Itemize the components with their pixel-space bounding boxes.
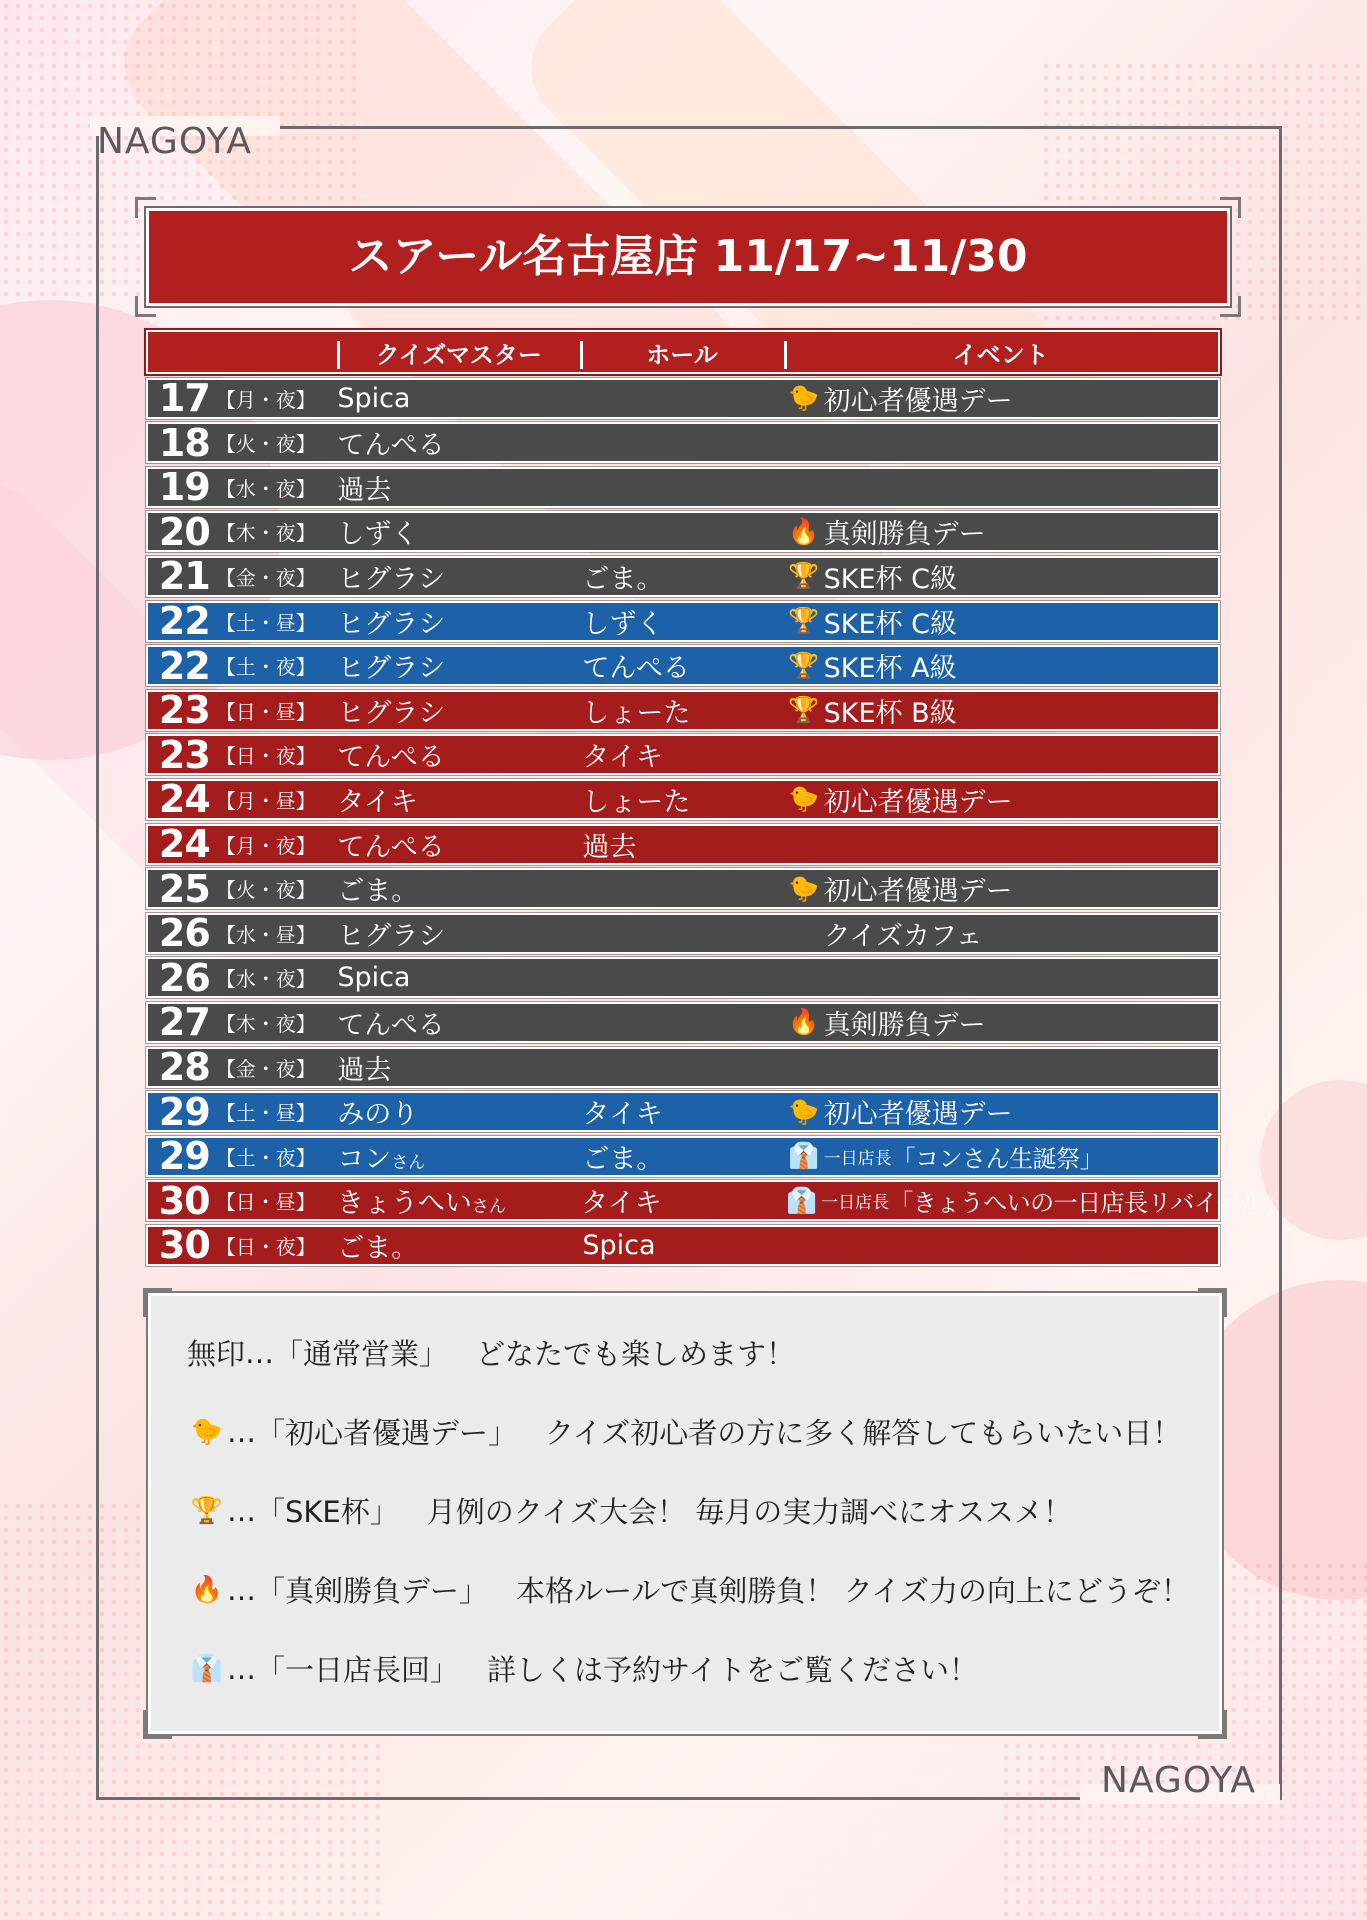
date-number: 30 [158, 1178, 210, 1223]
legend-label: 「通常営業」 [274, 1337, 449, 1371]
event-cell [784, 914, 1218, 953]
date-number: 26 [158, 911, 210, 956]
table-row [146, 378, 1220, 419]
date-number: 24 [158, 777, 210, 822]
banner-notch [1220, 197, 1241, 218]
legend-sep: … [227, 1651, 256, 1686]
hall-cell: タイキ [581, 1188, 662, 1220]
legend-label: 「初心者優遇デー」 [256, 1416, 518, 1450]
event-label: 真剣勝負デー [823, 1009, 986, 1041]
event-cell [784, 1092, 1218, 1131]
legend-item [187, 1569, 1190, 1610]
quizmaster-cell: ごま。 [337, 876, 419, 908]
quizmaster-cell: ヒグラシ [337, 697, 446, 729]
hall-cell: Spica [582, 1229, 656, 1261]
quizmaster-cell: Spica [337, 382, 411, 414]
quizmaster-cell: きょうへいさん [336, 1188, 506, 1220]
quizmaster-cell: ごま。 [337, 1232, 419, 1264]
legend-label: 「真剣勝負デー」 [256, 1574, 489, 1608]
hall-cell: ごま。 [582, 563, 664, 595]
table-row [146, 422, 1220, 463]
header-event: イベント [784, 335, 1218, 370]
legend-item [187, 1490, 1072, 1531]
event-label: 初心者優遇デー [823, 876, 1013, 908]
date-number: 25 [158, 866, 210, 911]
legend-item [187, 1648, 978, 1689]
date-number: 24 [158, 822, 210, 867]
day-tag: 【水・昼】 [215, 922, 316, 947]
banner-notch [135, 197, 156, 218]
chick-icon: 🐤 [788, 1096, 820, 1126]
event-label: 「コンさん生誕祭」 [891, 1144, 1104, 1173]
event-label: 真剣勝負デー [823, 519, 986, 551]
fire-icon: 🔥 [788, 1007, 820, 1037]
table-row [146, 1225, 1220, 1266]
page-title: スアール名古屋店 11/17~11/30 [348, 231, 1028, 282]
legend-sep: … [227, 1414, 256, 1449]
brand-label-top: NAGOYA [97, 121, 253, 162]
event-prefix: 一日店長 [823, 1148, 892, 1169]
chick-icon: 🐤 [788, 383, 820, 413]
table-header [146, 330, 1220, 374]
legend-box [148, 1293, 1222, 1734]
honorific: さん [391, 1152, 426, 1173]
event-prefix: 一日店長 [821, 1193, 890, 1214]
table-row [146, 690, 1220, 731]
legend-sep: … [227, 1493, 256, 1528]
hall-cell: てんぺる [582, 653, 690, 685]
legend-label: 「一日店長回」 [256, 1653, 460, 1687]
date-number: 30 [158, 1223, 210, 1268]
day-tag: 【土・昼】 [215, 610, 316, 635]
event-label: クイズカフェ [823, 920, 983, 952]
header-quizmaster: クイズマスター [337, 335, 580, 370]
date-number: 17 [158, 376, 210, 421]
day-tag: 【水・夜】 [215, 476, 316, 501]
event-label: 初心者優遇デー [823, 786, 1013, 818]
hall-cell: しょーた [582, 697, 691, 729]
table-row [146, 556, 1220, 597]
quizmaster-cell: しずく [337, 519, 419, 551]
event-cell [782, 1183, 1288, 1218]
date-number: 23 [158, 732, 210, 777]
quizmaster-cell: ヒグラシ [337, 608, 446, 640]
day-tag: 【日・夜】 [215, 1234, 316, 1259]
legend-item [187, 1411, 1181, 1452]
legend-desc: クイズ初心者の方に多く解答してもらいたい日！ [545, 1416, 1182, 1450]
day-tag: 【日・昼】 [215, 699, 316, 724]
table-row [146, 779, 1220, 820]
table-body [146, 376, 1288, 1268]
trophy-icon: 🏆 [788, 650, 820, 680]
event-label: SKE杯 C級 [823, 608, 957, 640]
date-number: 29 [158, 1134, 210, 1179]
quizmaster-cell: Spica [337, 962, 411, 994]
table-row [146, 1178, 1288, 1223]
day-tag: 【土・夜】 [215, 655, 316, 680]
event-label: 初心者優遇デー [823, 1099, 1013, 1131]
table-row [146, 1136, 1220, 1177]
hall-cell: しょーた [582, 786, 691, 818]
hall-cell: タイキ [582, 1099, 663, 1131]
table-row [146, 1047, 1220, 1088]
legend-desc: 詳しくは予約サイトをご覧ください！ [487, 1653, 978, 1687]
date-number: 28 [158, 1045, 210, 1089]
quizmaster-cell: 過去 [337, 474, 392, 506]
table-row [146, 467, 1220, 508]
table-row [146, 1091, 1220, 1132]
trophy-icon: 🏆 [788, 695, 820, 725]
table-row [146, 868, 1220, 909]
event-label: SKE杯 C級 [823, 563, 957, 595]
quizmaster-cell: 過去 [337, 1054, 392, 1086]
day-tag: 【月・夜】 [215, 387, 316, 412]
event-cell [784, 1139, 1218, 1174]
date-number: 22 [158, 599, 210, 644]
date-number: 21 [158, 554, 210, 599]
event-label: SKE杯 A級 [823, 653, 957, 685]
schedule-table [146, 330, 1288, 1268]
legend-item [187, 1332, 795, 1373]
event-cell [784, 379, 1218, 418]
day-tag: 【火・夜】 [215, 878, 316, 903]
day-tag: 【土・夜】 [215, 1145, 316, 1170]
legend-bracket [143, 1288, 172, 1317]
legend-label: 「SKE杯」 [256, 1495, 399, 1529]
table-row [146, 511, 1220, 552]
quizmaster-cell: てんぺる [337, 742, 445, 774]
legend-desc: 月例のクイズ大会！ 毎月の実力調べにオススメ！ [426, 1495, 1072, 1529]
legend-bracket [1198, 1288, 1227, 1317]
quizmaster-cell: てんぺる [337, 430, 445, 462]
day-tag: 【月・夜】 [215, 833, 316, 858]
quizmaster-cell: ヒグラシ [337, 563, 446, 595]
date-number: 23 [158, 688, 210, 733]
chick-icon: 🐤 [190, 1416, 224, 1447]
honorific: さん [471, 1197, 506, 1218]
day-tag: 【木・夜】 [215, 521, 316, 546]
banner-notch [135, 296, 156, 317]
date-number: 18 [158, 420, 210, 465]
tie-icon: 👔 [786, 1185, 818, 1215]
table-row [146, 824, 1220, 865]
quizmaster-cell: みのり [337, 1099, 419, 1131]
date-number: 22 [158, 643, 210, 688]
date-number: 27 [158, 1000, 210, 1045]
fire-icon: 🔥 [190, 1574, 224, 1605]
event-cell [784, 646, 1218, 685]
fire-icon: 🔥 [788, 516, 820, 546]
quizmaster-cell: コンさん [337, 1143, 426, 1175]
event-label: 「きょうへいの一日店長リバイバル」 [889, 1189, 1288, 1218]
trophy-icon: 🏆 [190, 1495, 224, 1526]
banner-notch [1220, 296, 1241, 317]
legend-bracket [1198, 1710, 1227, 1739]
hall-cell: タイキ [582, 742, 663, 774]
table-row [146, 957, 1220, 998]
day-tag: 【月・昼】 [215, 788, 316, 813]
legend-bracket [143, 1710, 172, 1739]
quizmaster-cell: てんぺる [337, 1009, 445, 1041]
day-tag: 【火・夜】 [215, 432, 316, 457]
quizmaster-cell: ヒグラシ [337, 653, 446, 685]
trophy-icon: 🏆 [788, 606, 820, 636]
event-cell [784, 1003, 1218, 1042]
event-cell [784, 557, 1218, 596]
chick-icon: 🐤 [788, 873, 820, 903]
date-number: 19 [158, 465, 210, 510]
hall-cell: ごま。 [582, 1143, 664, 1175]
date-number: 29 [158, 1089, 210, 1134]
day-tag: 【金・夜】 [215, 565, 316, 590]
day-tag: 【水・夜】 [215, 967, 316, 992]
date-number: 20 [158, 509, 210, 554]
event-label: 初心者優遇デー [823, 385, 1013, 417]
day-tag: 【日・昼】 [215, 1190, 316, 1215]
hall-cell: 過去 [582, 831, 637, 863]
day-tag: 【日・夜】 [215, 744, 316, 769]
legend-lead: 無印 [187, 1337, 246, 1371]
quizmaster-cell: てんぺる [337, 831, 445, 863]
chick-icon: 🐤 [788, 784, 820, 814]
legend-sep: … [227, 1572, 256, 1607]
brand-label-bottom: NAGOYA [1101, 1760, 1257, 1801]
legend-desc: 本格ルールで真剣勝負！ クイズ力の向上にどうぞ！ [516, 1574, 1190, 1608]
table-row [146, 645, 1220, 686]
header-hall: ホール [580, 335, 783, 370]
event-label: SKE杯 B級 [823, 697, 957, 729]
table-row [146, 913, 1220, 954]
date-number: 26 [158, 955, 210, 1000]
table-row [146, 1002, 1220, 1043]
event-cell [784, 869, 1218, 908]
day-tag: 【土・昼】 [215, 1101, 316, 1126]
tie-icon: 👔 [190, 1653, 224, 1684]
day-tag: 【木・夜】 [215, 1011, 316, 1036]
quizmaster-cell: タイキ [337, 786, 418, 818]
event-cell [784, 780, 1218, 819]
table-row [146, 601, 1220, 642]
trophy-icon: 🏆 [788, 561, 820, 591]
hall-cell: しずく [582, 608, 664, 640]
quizmaster-cell: ヒグラシ [337, 920, 446, 952]
event-cell [784, 512, 1218, 551]
tie-icon: 👔 [788, 1141, 820, 1171]
event-cell [784, 691, 1218, 730]
event-cell [784, 602, 1218, 641]
legend-desc: どなたでも楽しめます！ [476, 1337, 796, 1371]
day-tag: 【金・夜】 [215, 1056, 316, 1081]
table-row [146, 734, 1220, 775]
legend-sep: … [245, 1335, 275, 1370]
title-banner [146, 208, 1230, 306]
